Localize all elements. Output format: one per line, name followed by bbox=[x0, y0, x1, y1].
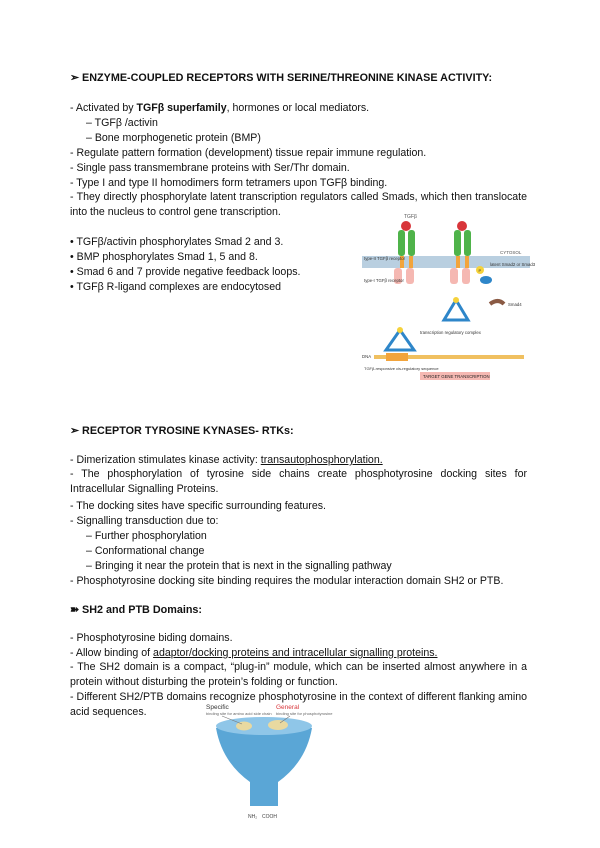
fig-complex-label: transcription regulatory complex bbox=[420, 330, 481, 335]
regulate-line: - Regulate pattern formation (development) tissue repair immune regulation. bbox=[70, 147, 427, 159]
dimer-underlined: transautophosphorylation. bbox=[260, 454, 383, 466]
docking-sites-line: - The docking sites have specific surrounding features. bbox=[70, 500, 326, 512]
general-pocket bbox=[268, 720, 288, 730]
activated-bold: TGFβ superfamily bbox=[136, 102, 227, 114]
allow-pre: - Allow binding of bbox=[70, 647, 154, 659]
smad-latent-shape bbox=[480, 276, 492, 284]
bullet-smad67: • Smad 6 and 7 provide negative feedback loops. bbox=[70, 266, 301, 278]
activated-post: , hormones or local mediators. bbox=[226, 102, 370, 114]
fig-dna-label: DNA bbox=[362, 354, 372, 359]
fig-nh2-label: NH₂ bbox=[248, 814, 258, 820]
fig-tgfb-label: TGFβ bbox=[404, 214, 417, 220]
fig-cytosol-label: CYTOSOL bbox=[500, 250, 522, 255]
section3-heading: ➽ SH2 and PTB Domains: bbox=[70, 604, 203, 616]
fig-specific-label: Specific bbox=[206, 704, 229, 711]
smad4-shape bbox=[490, 301, 504, 304]
fig-specific-sub: binding site for amino acid side chain bbox=[206, 711, 272, 716]
fig-type2-label: type-II TGFβ receptor bbox=[364, 256, 406, 261]
sh2-domain-figure bbox=[200, 700, 333, 828]
binding-requires-line: - Phosphotyrosine docking site binding requires the modular interaction domain SH2 or PTB. bbox=[70, 575, 504, 587]
dna-element bbox=[386, 353, 408, 361]
tgfb-signaling-figure bbox=[362, 212, 536, 384]
conformational-item: – Conformational change bbox=[86, 545, 205, 557]
activated-pre: - Activated by bbox=[70, 102, 137, 114]
bringing-item: – Bringing it near the protein that is next in the signalling pathway bbox=[86, 560, 392, 572]
allow-binding-line bbox=[70, 647, 438, 660]
bullet-endocytosed: • TGFβ R-ligand complexes are endocytosed bbox=[70, 281, 281, 293]
fig-target-label: TARGET GENE TRANSCRIPTION bbox=[423, 374, 490, 379]
section2-heading: ➢ RECEPTOR TYROSINE KYNASES- RTKs: bbox=[70, 425, 294, 437]
sh2-plugin-paragraph: - The SH2 domain is a compact, “plug-in” module, which can be inserted almost anywhere in a protein without disturbing the protein’s folding or function. bbox=[70, 661, 527, 688]
different-domains-paragraph: - Different SH2/PTB domains recognize phosphotyrosine in the context of different flanking amino acid sequences. bbox=[70, 691, 527, 718]
type-homodimers-line: - Type I and type II homodimers form tetramers upon TGFβ binding. bbox=[70, 177, 388, 189]
signalling-line: - Signalling transduction due to: bbox=[70, 515, 219, 527]
fig-element-label: TGFβ-responsive cis-regulatory sequence bbox=[364, 366, 439, 371]
smads-paragraph: - They directly phosphorylate latent transcription regulators called Smads, which then translocate into the nucleus to control gene transcription. bbox=[70, 191, 527, 218]
fig-general-label: General bbox=[276, 704, 300, 711]
receptor-left bbox=[394, 221, 415, 284]
receptor-right bbox=[450, 221, 484, 284]
fig-latent-label: latent Smad2 or Smad3 bbox=[490, 262, 536, 267]
allow-underlined: adaptor/docking proteins and intracellular signalling proteins. bbox=[153, 647, 438, 659]
section1-heading: ➢ ENZYME-COUPLED RECEPTORS WITH SERINE/THREONINE KINASE ACTIVITY: bbox=[70, 72, 493, 84]
tgfb-activin-item: – TGFβ /activin bbox=[86, 117, 158, 129]
dimer-pre: - Dimerization stimulates kinase activity: bbox=[70, 454, 261, 466]
fig-p-mark: P bbox=[478, 268, 482, 273]
phosphorylation-paragraph: - The phosphorylation of tyrosine side chains create phosphotyrosine docking sites for Intracellular Signalling Proteins. bbox=[70, 468, 527, 495]
fig-general-sub: binding site for phosphotyrosine bbox=[276, 711, 333, 716]
bmp-item: – Bone morphogenetic protein (BMP) bbox=[86, 132, 261, 144]
bullet-bmp: • BMP phosphorylates Smad 1, 5 and 8. bbox=[70, 251, 258, 263]
fig-cooh-label: COOH bbox=[262, 814, 277, 820]
dimerization-line bbox=[70, 454, 383, 467]
single-pass-line: - Single pass transmembrane proteins with Ser/Thr domain. bbox=[70, 162, 350, 174]
bullet-tgfb: • TGFβ/activin phosphorylates Smad 2 and 3. bbox=[70, 236, 284, 248]
fig-type1-label: type-I TGFβ receptor bbox=[364, 278, 404, 283]
further-phos-item: – Further phosphorylation bbox=[86, 530, 207, 542]
sh2-domain-shape bbox=[216, 723, 312, 806]
activated-line bbox=[70, 102, 369, 115]
biding-domains-line: - Phosphotyrosine biding domains. bbox=[70, 632, 233, 644]
fig-smad4-label: Smad4 bbox=[508, 302, 522, 307]
sh2-domain-top bbox=[216, 717, 312, 735]
